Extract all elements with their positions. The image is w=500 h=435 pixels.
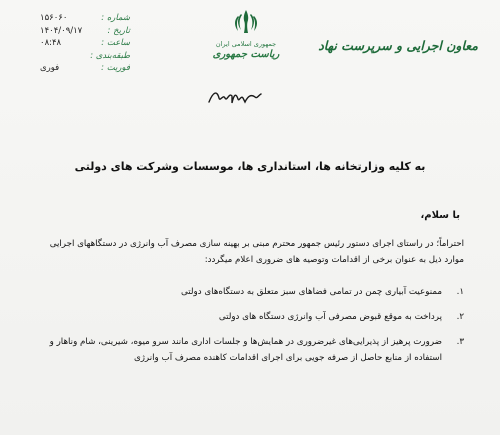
item-text: ضرورت پرهیز از پذیرایی‌های غیرضروری در همایش‌ها و جلسات اداری مانند سرو میوه، شیرینی، شام وناهار و استفاده از منابع حاصل از صرفه جویی برای اجرای اقدامات کاهنده مصرف آب وانرژی <box>49 337 442 363</box>
letter-meta <box>40 12 130 75</box>
meta-date-row <box>40 25 130 38</box>
list-item <box>34 284 464 300</box>
republic-name: جمهوری اسلامی ایران <box>215 40 277 48</box>
meta-priority-row <box>40 62 130 75</box>
meta-priority-label: فوریت : <box>101 63 130 73</box>
office-title: معاون اجرایی و سرپرست نهاد <box>318 38 478 53</box>
letter-addressee: به کلیه وزارتخانه ها، استانداری ها، موسسات وشرکت های دولتی <box>74 160 426 173</box>
meta-number-value: ۱۵۶۰۶۰ <box>40 13 68 23</box>
item-text: پرداخت به موقع قبوض مصرفی آب وانرژی دستگاه های دولتی <box>218 312 442 322</box>
list-item <box>34 334 464 366</box>
meta-time-label: ساعت : <box>101 38 130 48</box>
letter-items <box>34 284 464 375</box>
meta-priority-value: فوری <box>40 63 60 73</box>
item-number: ۲. <box>456 312 464 322</box>
presidency-name: ریاست جمهوری <box>212 49 280 60</box>
meta-number-row <box>40 12 130 25</box>
letter-greeting: با سلام، <box>420 210 460 221</box>
signature-icon <box>205 86 265 108</box>
item-number: ۳. <box>456 337 464 347</box>
meta-number-label: شماره : <box>101 13 130 23</box>
meta-classification-row <box>40 50 130 63</box>
meta-date-label: تاریخ : <box>107 25 130 36</box>
meta-date-value: ۱۴۰۴/۰۹/۱۷ <box>40 25 83 36</box>
meta-time-value: ۰۸:۴۸ <box>40 38 62 48</box>
iran-emblem-icon <box>232 8 260 36</box>
center-header <box>200 40 292 61</box>
meta-classification-label: طبقه‌بندی : <box>90 50 130 61</box>
list-item <box>34 309 464 325</box>
item-text: ممنوعیت آبیاری چمن در تمامی فضاهای سبز متعلق به دستگاه‌های دولتی <box>181 287 442 297</box>
item-number: ۱. <box>456 287 464 297</box>
letter-body: احتراماً؛ در راستای اجرای دستور رئیس جمهور محترم مبنی بر بهینه سازی مصرف آب وانرژی در دستگاههای اجرایی موارد ذیل به عنوان برخی از اقدامات وتوصیه های ضروری اعلام میگردد: <box>49 239 464 265</box>
meta-time-row <box>40 37 130 50</box>
